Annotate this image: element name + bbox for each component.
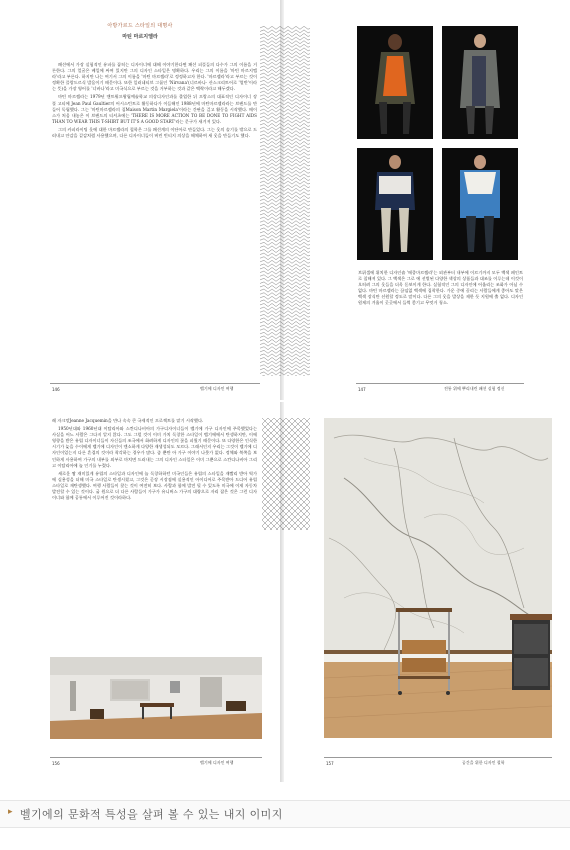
image-caption: 벨기에의 문화적 특성을 살펴 볼 수 있는 내지 이미지 bbox=[20, 808, 283, 821]
runway-photo-4 bbox=[442, 148, 518, 260]
running-footer: 벨기에 디자인 여행 bbox=[200, 760, 234, 765]
body-text bbox=[52, 62, 257, 382]
paragraph: 브뤼셀에 위치한 디자인숍 '메종마르젤라'는 외관부터 내부에 이르기까지 모두 백색 페인트로 칠해져 있다. 그 백색은 그로 에 선별된 다양한 색상의 상품들과 대조를 이루는데 이것이 오히려 그의 옷들을 더욱 돋보이게 한다. 실험적인 그의 디자인에 어울리는 조화가 아닐 수 없다. 마틴 마르젤라는 끊임없 백색에 집착한다. 가운 중에 끌리는 사람들에게 좋아도 맞은 백색 장식만 선원할 정도로 말이다. 다른 그의 옷을 발상을 제한 듯 지원에 출 없다. 디자인 원제의 겨울이 곳곳에서 들썩 좋기고 무엇거 청소. bbox=[358, 270, 523, 306]
zigzag-pattern bbox=[260, 26, 310, 376]
page-156 bbox=[0, 402, 280, 782]
page-number: 156 bbox=[52, 761, 60, 766]
folio-rule bbox=[324, 757, 552, 758]
page-146 bbox=[0, 0, 280, 400]
caption-arrow-icon: ▸ bbox=[8, 807, 13, 817]
paragraph: 패션에서 가장 실험적인 유파를 꼽히는 디자이너에 대해 이야기한다면 패션 피플들의 다수가 그의 이름을 거론한다. 그의 얼굴은 베일에 싸여 있지만 그의 디자인 스타일은 명확하다. 우리는 그의 이름을 '마틴 마르지엘라'라고 부른다. 하지만 나는 여기서 그의 이름을 '마틴 마르젤라'로 정정하고자 한다. '마르젤라'라고 부르는 것이 정확한 플랑드르식 발음이기 때문이다. 또한 일러네티브 그룹인 'Nirvana'(너르바나· 산스크리트어로 '열반'이라는 뜻)을 가장 영어를 '너바나'라고 미국식으로 부르는 것을 거부하는 것과 같은 맥락이라고 해두겠다. bbox=[52, 62, 257, 92]
running-footer: 전통 위에 뿌리내린 패션 실험 정신 bbox=[444, 386, 505, 391]
paragraph: 1950년대와 1960년대 이탈리아와 스칸디나비아의 가구디자이너들이 벨기에 가구 디자인에 주목했었다는 사실을 어느 사람은 그다지 알지 않다. 그도 그럴 것이 이미 가치 독창한 스타일이 벨기에에서 탄생하지만, 이에 영향을 받은 유럽 디자이너들이 자신들의 조국에서 화려하게 디자인의 꽃을 피웠기 때문이다. 또 다양한은 인식한 시기가 늦을 수이에게 벨기에 디자인이 엔소하게 다양한 재생성되도 모르다. 그래서인지 우리는 그것이 벨기에 디자인이었는지 다른 흔겹의 것이라 착각하는 경우가 많다. 좀 뿐만 아 가구 이야기 나뭇가 없다. 정체와 북쪽을 보인하게 사용하여 가구의 내부를 외부로 마치면 드러내는 그의 디자인 스타일은 이미 그뿐으로 스칸디나비아 그리고 이탈리아에 늘 인기를 누렸다. bbox=[52, 426, 257, 468]
page-number: 146 bbox=[52, 387, 60, 392]
image-caption-bar bbox=[0, 800, 570, 828]
page-number: 147 bbox=[358, 387, 366, 392]
page-147 bbox=[284, 0, 570, 400]
interior-photo bbox=[50, 657, 262, 739]
chapter-kicker: 아방가르드 스타일의 대명사 bbox=[107, 23, 173, 29]
chapter-subtitle: 마틴 마르지엘라 bbox=[122, 34, 158, 40]
paragraph: 마틴 마르젤라는 1979년 앤트워프왕립예술학교 의상디자인과를 졸업한 뒤 프랑스의 대표적인 디자이너 장 폴 고티에 Jean Paul Gaultier의 어시스턴트로 활동하다가 이듬해인 1988년에 마틴마르젤라라는 브랜드를 만들어 독립했다. 그는 '마틴마르젤라의 집Maison Martin Margiela'이라는 간판을 걸고 활동을 시작했다. 메이스가 처음 내놓은 이 브랜드의 티셔츠에는 'THERE IS MORE ACTION TO BE DONE TO FIGHT AIDS THAN TO WEAR THIS T-SHIRT BUT IT'S A GOOD START'라는 문구가 새겨져 있다. bbox=[52, 94, 257, 124]
folio-rule bbox=[50, 383, 260, 384]
page-number: 157 bbox=[326, 761, 334, 766]
book-spread-1 bbox=[0, 0, 570, 400]
running-footer: 공간을 위한 디자인 철학 bbox=[462, 760, 505, 765]
book-spread-2 bbox=[0, 402, 570, 782]
folio-rule bbox=[356, 383, 524, 384]
body-text bbox=[52, 418, 257, 654]
body-text bbox=[358, 270, 523, 350]
runway-photo-3 bbox=[357, 148, 433, 260]
paragraph: 그의 카피라이팅 옷에 대한 마르젤라의 철학은 그를 패션계의 이단아로 만들었다. 그는 옷의 솔기를 밖으로 드러내고 안감을 겉감처럼 사용했으며, 다른 디자이너들이 버린 빈티지 의상을 해체하여 새 옷을 만들기도 했다. bbox=[52, 126, 257, 139]
running-footer: 벨기에 디자인 여행 bbox=[200, 386, 234, 391]
paragraph: 새로운 짬 재미있게 유럽의 스타일과 디자인에 늘 독창하하던 미국인들은 유럽의 스타일을 재빨리 받아 역가에 실용성을 더해 미국 스타일로 탄생시켰고, 그것은 곧장 시장점에 실용적인 아이디어로 주목받아 드디어 유럽 스타일로 재탄생했다. 여행 사람들이 찾는 것이 여전히 보다. 사람과 함께 발전 될 수 있도록 미국에 이제 자동차 발전할 수 있는 것이다. 굽 원으로 더 다른 사람들이 가구가 유니버스 가구의 대량으로 자리 잡은 것은 그런 디자이너와 함께 공통에서 이루어진 것이라하다. bbox=[52, 470, 257, 501]
runway-photo-1 bbox=[357, 26, 433, 139]
diamond-lattice-pattern bbox=[262, 418, 310, 530]
runway-photo-2 bbox=[442, 26, 518, 139]
folio-rule bbox=[50, 757, 262, 758]
page-157 bbox=[284, 402, 570, 782]
map-interior-photo bbox=[324, 418, 552, 738]
paragraph: 레 자크망Jeanne Jacquemin을 만나 속속 큰 국제적인 프로젝트를 맡기 시작했다. bbox=[52, 418, 204, 423]
